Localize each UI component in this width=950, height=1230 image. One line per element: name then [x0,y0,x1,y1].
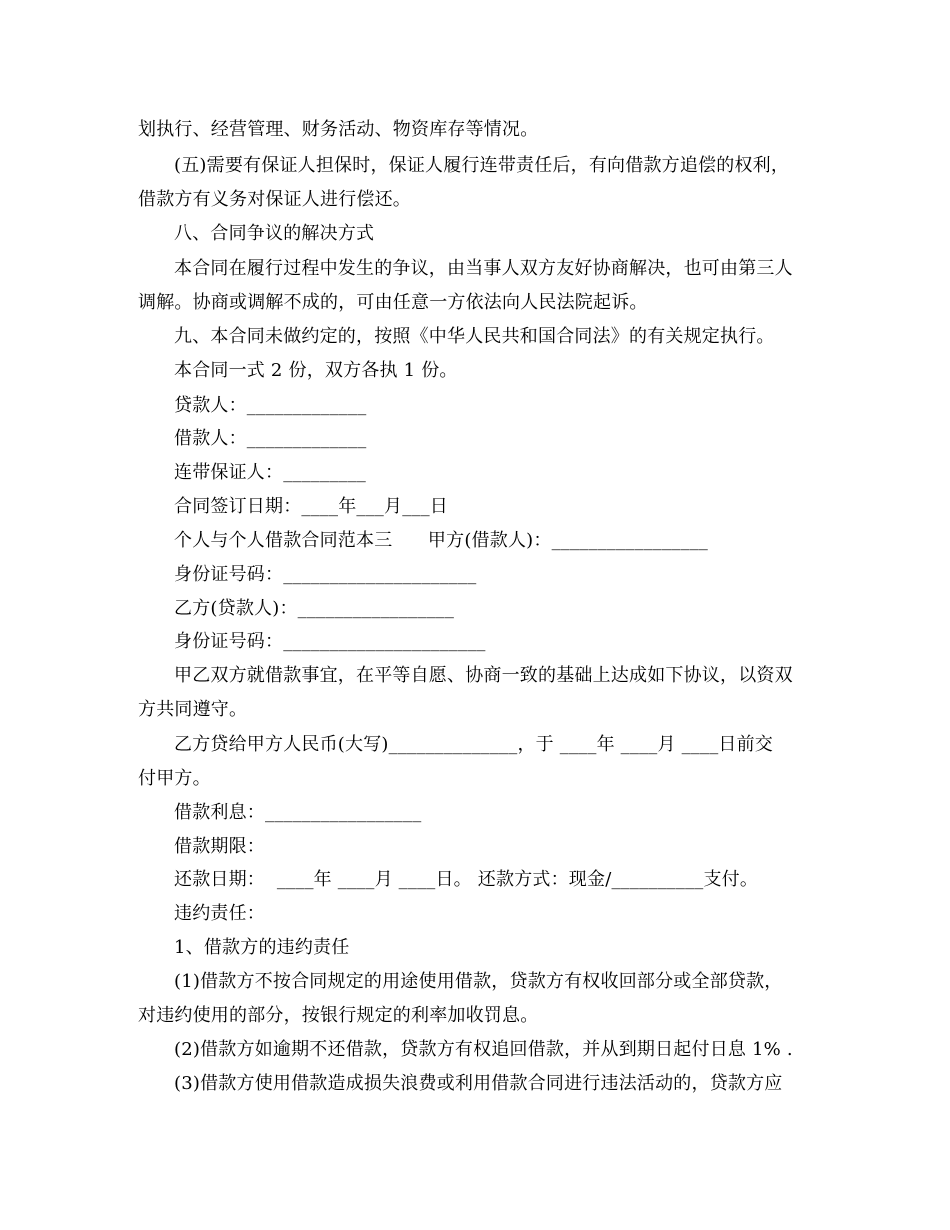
section-8-heading: 八、合同争议的解决方式 [174,223,375,244]
agreement-intro-line: 甲乙双方就借款事宜，在平等自愿、协商一致的基础上达成如下协议，以资双 [174,665,793,686]
liability-heading: 违约责任： [174,903,265,924]
copies-line: 本合同一式 2 份，双方各执 1 份。 [174,360,458,381]
borrower-signature-line: 借款人：_____________ [174,428,367,449]
liability-item-3-line: (3)借款方使用借款造成损失浪费或利用借款合同进行违法活动的，贷款方应 [174,1073,783,1094]
signing-date-line: 合同签订日期：____年___月___日 [174,496,448,517]
dispute-line: 调解。协商或调解不成的，可由任意一方依法向人民法院起诉。 [138,292,648,313]
paragraph-line: 划执行、经营管理、财务活动、物资库存等情况。 [138,119,539,140]
clause-5-line: 借款方有义务对保证人进行偿还。 [138,189,411,210]
agreement-intro-line: 方共同遵守。 [138,699,248,720]
interest-line: 借款利息：_________________ [174,802,422,823]
dispute-line: 本合同在履行过程中发生的争议，由当事人双方友好协商解决，也可由第三人 [174,258,793,279]
party-b-line: 乙方(贷款人)：_________________ [174,598,455,619]
liability-item-1-line: 对违约使用的部分，按银行规定的利率加收罚息。 [138,1005,539,1026]
loan-amount-line: 付甲方。 [138,768,211,789]
loan-term-line: 借款期限： [174,836,265,857]
liability-item-1-line: (1)借款方不按合同规定的用途使用借款，贷款方有权收回部分或全部贷款， [174,971,783,992]
clause-5-line: (五)需要有保证人担保时，保证人履行连带责任后，有向借款方追偿的权利， [174,155,790,176]
guarantor-signature-line: 连带保证人：_________ [174,462,366,483]
lender-signature-line: 贷款人：_____________ [174,395,367,416]
repayment-line: 还款日期： ____年 ____月 ____日。 还款方式：现金/__________支付。 [174,869,759,890]
template-3-title-line: 个人与个人借款合同范本三 甲方(借款人)：_________________ [174,530,708,551]
party-b-id-line: 身份证号码：______________________ [174,631,486,652]
liability-item-2-line: (2)借款方如逾期不还借款，贷款方有权追回借款，并从到期日起付日息 1% . [174,1039,793,1060]
loan-amount-line: 乙方贷给甲方人民币(大写)______________，于 ____年 ____月 ____日前交 [174,734,774,755]
section-9-line: 九、本合同未做约定的，按照《中华人民共和国合同法》的有关规定执行。 [174,326,775,347]
party-a-id-line: 身份证号码：_____________________ [174,564,477,585]
borrower-liability-heading: 1、借款方的违约责任 [174,937,350,958]
